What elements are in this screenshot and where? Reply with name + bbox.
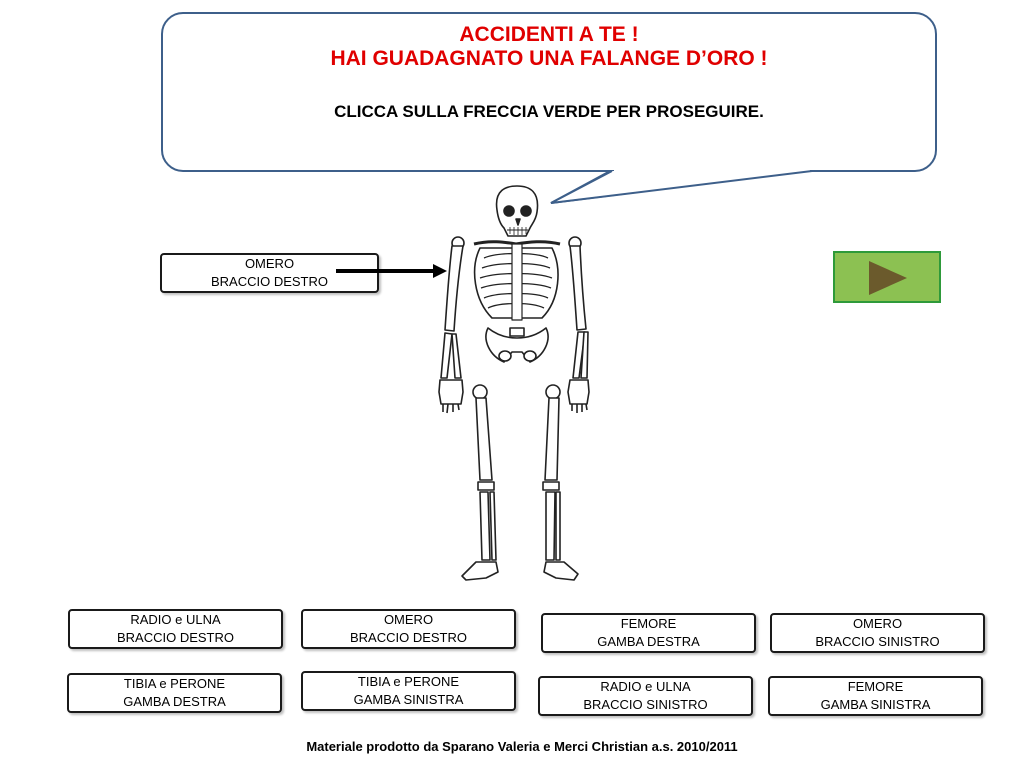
bubble-instruction: CLICCA SULLA FRECCIA VERDE PER PROSEGUIRE. [334,102,764,121]
placed-label-line2: BRACCIO DESTRO [210,274,328,289]
option-radio-ulna-braccio-destro[interactable] [68,609,283,649]
option-omero-braccio-sinistro[interactable] [770,613,985,653]
option-radio-ulna-braccio-sinistro[interactable] [538,676,753,716]
option-line1: OMERO [852,616,903,631]
option-tibia-perone-gamba-sinistra[interactable] [301,671,516,711]
footer-credits: Materiale prodotto da Sparano Valeria e Merci Christian a.s. 2010/2011 [306,739,738,754]
option-omero-braccio-destro[interactable] [301,609,516,649]
option-line2: GAMBA SINISTRA [820,697,931,712]
option-line1: RADIO e ULNA [130,612,221,627]
option-line2: BRACCIO DESTRO [116,630,234,645]
option-tibia-perone-gamba-destra[interactable] [67,673,282,713]
next-button[interactable] [833,251,941,303]
option-line1: FEMORE [620,616,677,631]
option-line1: TIBIA e PERONE [357,674,460,689]
option-line1: FEMORE [847,679,904,694]
option-line1: OMERO [383,612,434,627]
option-line1: TIBIA e PERONE [123,676,226,691]
option-line2: GAMBA DESTRA [597,634,700,649]
option-line2: BRACCIO SINISTRO [815,634,940,649]
option-line2: BRACCIO DESTRO [349,630,467,645]
bubble-subtitle: HAI GUADAGNATO UNA FALANGE D’ORO ! [330,47,768,70]
option-line2: BRACCIO SINISTRO [583,697,708,712]
play-arrow-icon [835,253,939,301]
placed-label-line1: OMERO [244,256,295,271]
bubble-title: ACCIDENTI A TE ! [459,23,639,46]
option-line2: GAMBA SINISTRA [353,692,464,707]
option-femore-gamba-destra[interactable] [541,613,756,653]
option-line1: RADIO e ULNA [600,679,691,694]
option-femore-gamba-sinistra[interactable] [768,676,983,716]
option-line2: GAMBA DESTRA [123,694,226,709]
